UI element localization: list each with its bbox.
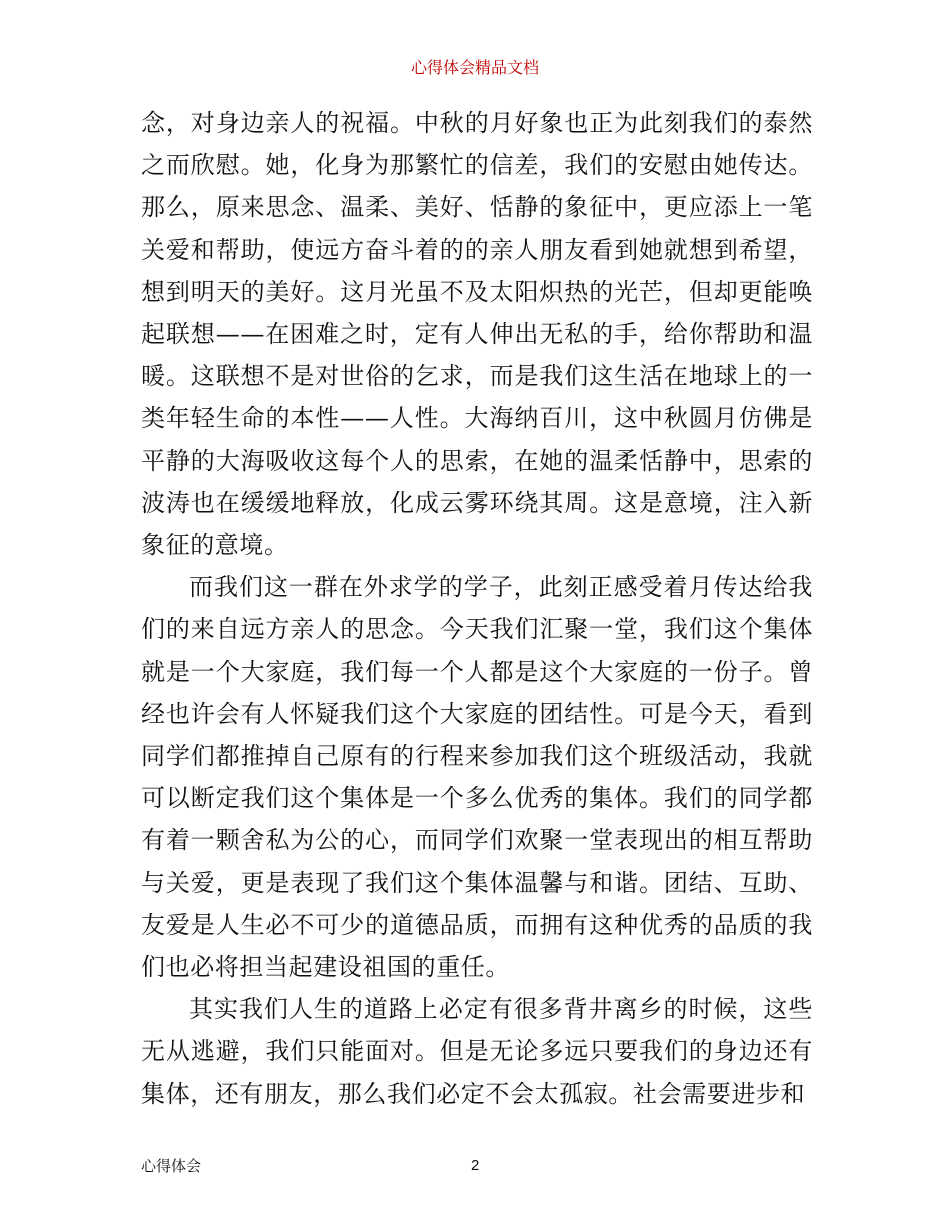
document-body [141,102,813,1115]
paragraph-1: 念，对身边亲人的祝福。中秋的月好象也正为此刻我们的泰然之而欣慰。她，化身为那繁忙的信差，我们的安慰由她传达。那么，原来思念、温柔、美好、恬静的象征中，更应添上一笔关爱和帮助，使远方奋斗着的的亲人朋友看到她就想到希望，想到明天的美好。这月光虽不及太阳炽热的光芒，但却更能唤起联想——在困难之时，定有人伸出无私的手，给你帮助和温暖。这联想不是对世俗的乞求，而是我们这生活在地球上的一类年轻生命的本性——人性。大海纳百川，这中秋圆月仿佛是平静的大海吸收这每个人的思索，在她的温柔恬静中，思索的波涛也在缓缓地释放，化成云雾环绕其周。这是意境，注入新象征的意境。 [141,109,813,560]
page-footer [141,1155,813,1179]
paragraph-3: 其实我们人生的道路上必定有很多背井离乡的时候，这些无从逃避，我们只能面对。但是无论多远只要我们的身边还有集体，还有朋友，那么我们必定不会太孤寂。社会需要进步和 [141,995,813,1108]
footer-label: 心得体会 [141,1157,202,1175]
paragraph-2: 而我们这一群在外求学的学子，此刻正感受着月传达给我们的来自远方亲人的思念。今天我们汇聚一堂，我们这个集体就是一个大家庭，我们每一个人都是这个大家庭的一份子。曾经也许会有人怀疑我们这个大家庭的团结性。可是今天，看到同学们都推掉自己原有的行程来参加我们这个班级活动，我就可以断定我们这个集体是一个多么优秀的集体。我们的同学都有着一颗舍私为公的心，而同学们欢聚一堂表现出的相互帮助与关爱，更是表现了我们这个集体温馨与和谐。团结、互助、友爱是人生必不可少的道德品质，而拥有这种优秀的品质的我们也必将担当起建设祖国的重任。 [141,573,813,982]
page-number: 2 [471,1157,480,1174]
page-header-title: 心得体会精品文档 [410,58,539,77]
